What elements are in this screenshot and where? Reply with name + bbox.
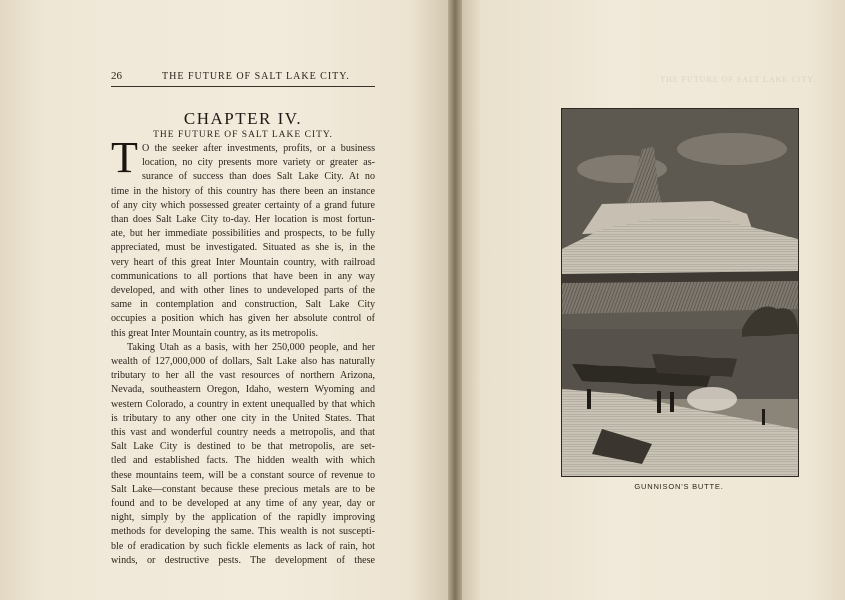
text-line: night, simply by the application of the rapidly improving	[111, 512, 375, 524]
body-text	[111, 142, 375, 568]
text-line: location, no city presents more variety or greater as-	[142, 157, 375, 169]
running-title: THE FUTURE OF SALT LAKE CITY.	[162, 71, 350, 82]
text-line: than does Salt Lake City to-day. Her location is most fortun-	[111, 214, 375, 226]
text-line: developed, and with other lines to undeveloped parts of the	[111, 285, 375, 297]
running-head	[111, 70, 375, 82]
bleed-through-text: THE FUTURE OF SALT LAKE CITY.	[660, 75, 816, 84]
text-line: Salt Lake—constant because these precious metals are to be	[111, 483, 375, 495]
text-line: same in contemplation and construction, Salt Lake City	[111, 299, 375, 311]
butte-engraving	[562, 109, 798, 476]
text-line: tributary to her all the vast resources of northern Arizona,	[111, 370, 375, 382]
text-line: western Colorado, a country in extent unequalled by that which	[111, 398, 375, 410]
text-line: surance of success than does Salt Lake City. At no	[142, 171, 375, 183]
text-line: this great Inter Mountain country, as its metropolis.	[111, 327, 319, 339]
plate-caption: GUNNISON'S BUTTE.	[634, 482, 724, 491]
chapter-subtitle: THE FUTURE OF SALT LAKE CITY.	[153, 130, 333, 140]
chapter-title: CHAPTER IV.	[183, 109, 303, 128]
drop-cap: T	[111, 133, 138, 182]
text-line: of any city which possessed greater certainty of a grand future	[111, 199, 375, 211]
text-line: is tributary to any other one city in the United States. That	[111, 412, 375, 424]
text-line: wealth of 127,000,000 of dollars, Salt Lake also has naturally	[111, 356, 375, 368]
text-line: tled and established facts. The hidden wealth with which	[111, 455, 375, 467]
text-line: this vast and wonderful country needs a metropolis, and that	[111, 427, 375, 439]
text-line: found and to be developed at any time of any year, day or	[111, 498, 375, 510]
text-line: these mountains teem, will be a constant source of revenue to	[111, 469, 375, 481]
text-line: very heart of this great Inter Mountain country, with railroad	[111, 256, 375, 268]
engraving-plate	[561, 108, 799, 477]
text-line: Taking Utah as a basis, with her 250,000 people, and her	[127, 341, 375, 353]
text-line: Salt Lake City is destined to be that metropolis, are set-	[111, 441, 375, 453]
text-line: occupies a position which has given her absolute control of	[111, 313, 375, 325]
text-line: communications to all portions that have been in any way	[111, 270, 375, 282]
text-line: ble of eradication by such fickle elements as lack of rain, hot	[111, 540, 375, 552]
text-line: methods for developing the same. This wealth is not suscepti-	[111, 526, 375, 538]
text-line: winds, or destructive pests. The development of these	[111, 554, 375, 566]
text-line: time in the history of this country has there been an instance	[111, 185, 375, 197]
header-rule	[111, 86, 375, 87]
text-line: appreciated, must be investigated. Situated as she is, in the	[111, 242, 375, 254]
text-line: O the seeker after investments, profits, or a business	[142, 143, 375, 154]
text-line: ate, but her immediate possibilities and prospects, to be fully	[111, 228, 375, 240]
text-line: Nevada, southeastern Oregon, Idaho, western Wyoming and	[111, 384, 375, 396]
page-number: 26	[111, 70, 122, 82]
book-gutter	[448, 0, 462, 600]
